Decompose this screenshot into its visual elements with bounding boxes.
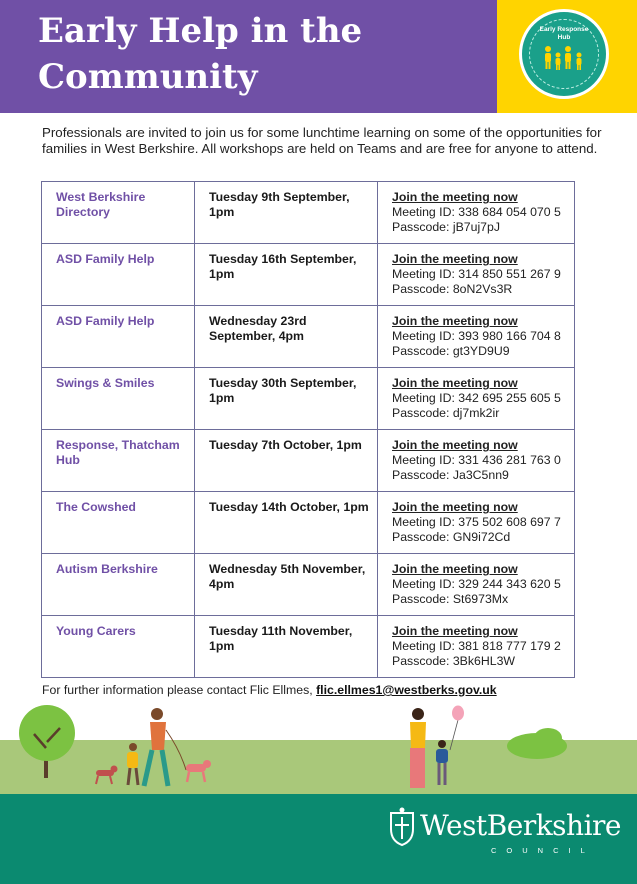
- title-line-2: Community: [38, 57, 258, 97]
- passcode: Passcode: St6973Mx: [392, 592, 509, 606]
- session-row: [42, 616, 575, 678]
- schedule-table: [41, 181, 575, 678]
- session-meeting-info: [378, 616, 575, 678]
- illustration-scene: [0, 700, 637, 794]
- join-meeting-link[interactable]: Join the meeting now: [392, 624, 518, 638]
- bush-icon: [507, 728, 567, 759]
- council-crest-icon: [387, 807, 417, 847]
- council-logo-text: WestBerkshire: [420, 809, 621, 842]
- meeting-id: Meeting ID: 342 695 255 605 5: [392, 391, 561, 405]
- passcode: Passcode: 8oN2Vs3R: [392, 282, 513, 296]
- session-date: Tuesday 7th October, 1pm: [195, 430, 378, 492]
- passcode: Passcode: Ja3C5nn9: [392, 468, 509, 482]
- passcode: Passcode: dj7mk2ir: [392, 406, 500, 420]
- join-meeting-link[interactable]: Join the meeting now: [392, 314, 518, 328]
- session-meeting-info: [378, 492, 575, 554]
- session-date: Tuesday 14th October, 1pm: [195, 492, 378, 554]
- intro-text: Professionals are invited to join us for some lunchtime learning on some of the opportunities for families in West Berkshire. All workshops are held on Teams and are free for anyone to attend.: [42, 125, 602, 156]
- session-row: [42, 368, 575, 430]
- session-name: Autism Berkshire: [42, 554, 195, 616]
- session-meeting-info: [378, 244, 575, 306]
- session-date: Tuesday 16th September, 1pm: [195, 244, 378, 306]
- header-banner: [0, 0, 497, 113]
- session-meeting-info: [378, 554, 575, 616]
- session-name: ASD Family Help: [42, 306, 195, 368]
- session-name: Response, Thatcham Hub: [42, 430, 195, 492]
- session-name: Young Carers: [42, 616, 195, 678]
- join-meeting-link[interactable]: Join the meeting now: [392, 190, 518, 204]
- passcode: Passcode: gt3YD9U9: [392, 344, 510, 358]
- session-meeting-info: [378, 368, 575, 430]
- session-name: The Cowshed: [42, 492, 195, 554]
- session-date: Wednesday 5th November, 4pm: [195, 554, 378, 616]
- session-row: [42, 244, 575, 306]
- meeting-id: Meeting ID: 381 818 777 179 2: [392, 639, 561, 653]
- session-row: [42, 182, 575, 244]
- title-line-1: Early Help in the: [38, 11, 363, 51]
- meeting-id: Meeting ID: 375 502 608 697 7: [392, 515, 561, 529]
- council-subtext: COUNCIL: [491, 846, 595, 855]
- session-meeting-info: [378, 306, 575, 368]
- join-meeting-link[interactable]: Join the meeting now: [392, 500, 518, 514]
- session-date: Tuesday 9th September, 1pm: [195, 182, 378, 244]
- session-name: West Berkshire Directory: [42, 182, 195, 244]
- passcode: Passcode: jB7uj7pJ: [392, 220, 501, 234]
- session-row: [42, 492, 575, 554]
- schedule-rows: [42, 182, 575, 678]
- session-meeting-info: [378, 430, 575, 492]
- session-date: Tuesday 11th November, 1pm: [195, 616, 378, 678]
- footer-bar: [0, 794, 637, 884]
- badge-label: Early Response Hub: [539, 26, 589, 41]
- meeting-id: Meeting ID: 329 244 343 620 5: [392, 577, 561, 591]
- meeting-id: Meeting ID: 331 436 281 763 0: [392, 453, 561, 467]
- contact-line: [42, 683, 497, 697]
- session-meeting-info: [378, 182, 575, 244]
- join-meeting-link[interactable]: Join the meeting now: [392, 252, 518, 266]
- park-illustration: [0, 700, 637, 794]
- early-response-hub-badge: [519, 9, 609, 99]
- session-name: ASD Family Help: [42, 244, 195, 306]
- meeting-id: Meeting ID: 338 684 054 070 5: [392, 205, 561, 219]
- family-icon: [542, 45, 586, 71]
- meeting-id: Meeting ID: 314 850 551 267 9: [392, 267, 561, 281]
- passcode: Passcode: 3Bk6HL3W: [392, 654, 516, 668]
- session-row: [42, 430, 575, 492]
- join-meeting-link[interactable]: Join the meeting now: [392, 438, 518, 452]
- join-meeting-link[interactable]: Join the meeting now: [392, 562, 518, 576]
- session-row: [42, 306, 575, 368]
- contact-text: For further information please contact Flic Ellmes,: [42, 683, 313, 697]
- page-title: [38, 8, 488, 100]
- contact-email-link[interactable]: flic.ellmes1@westberks.gov.uk: [316, 683, 497, 697]
- meeting-id: Meeting ID: 393 980 166 704 8: [392, 329, 561, 343]
- join-meeting-link[interactable]: Join the meeting now: [392, 376, 518, 390]
- session-name: Swings & Smiles: [42, 368, 195, 430]
- passcode: Passcode: GN9i72Cd: [392, 530, 511, 544]
- session-row: [42, 554, 575, 616]
- session-date: Tuesday 30th September, 1pm: [195, 368, 378, 430]
- session-date: Wednesday 23rd September, 4pm: [195, 306, 378, 368]
